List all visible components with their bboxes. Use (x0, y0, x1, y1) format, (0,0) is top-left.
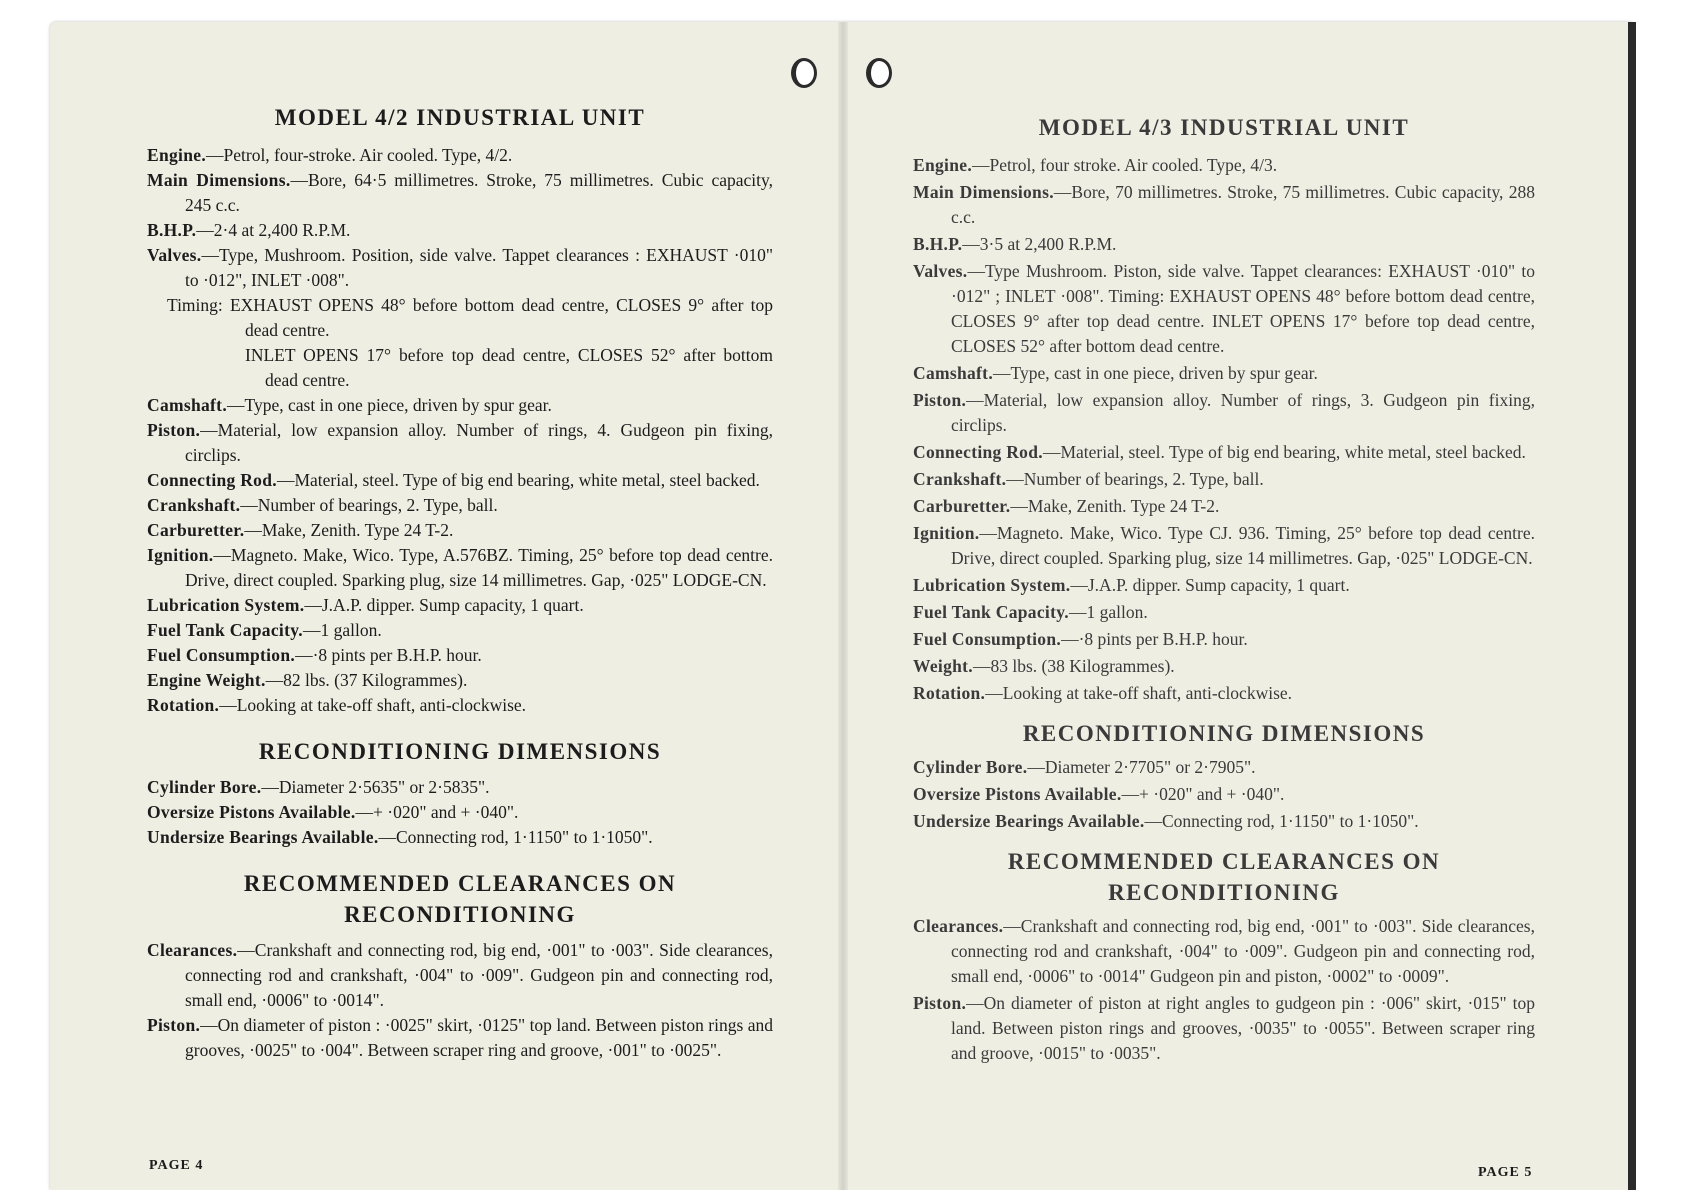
spec-label: Camshaft. (147, 395, 227, 415)
spec-label: Undersize Bearings Available. (147, 827, 379, 847)
spec-item (147, 418, 773, 468)
spec-item (913, 153, 1535, 178)
punch-hole-left (791, 58, 817, 88)
spec-item (913, 573, 1535, 598)
spec-text: —3·5 at 2,400 R.P.M. (962, 234, 1117, 254)
spec-item (147, 493, 773, 518)
spec-text: —1 gallon. (1068, 602, 1148, 622)
spec-text: —Magneto. Make, Wico. Type, A.576BZ. Timing, 25° before top dead centre. Drive, direct coupled. Sparking plug, size 14 millimetres. Gap, ·025" LODGE-CN. (185, 545, 773, 590)
spec-item (147, 218, 773, 243)
spec-item (913, 654, 1535, 679)
spec-text: —Crankshaft and connecting rod, big end, ·001" to ·003". Side clearances, connecting rod and crankshaft, ·004" to ·009". Gudgeon pin and connecting rod, small end, ·0006" to ·0014" Gudgeon pin and piston, ·0002" to ·0009". (951, 916, 1535, 986)
section-heading-clearances (913, 846, 1535, 908)
spec-label: Ignition. (913, 523, 980, 543)
spec-label: Piston. (147, 1015, 201, 1035)
spec-label: Fuel Consumption. (913, 629, 1062, 649)
booklet-edge (1628, 22, 1636, 1190)
spec-label: Weight. (913, 656, 973, 676)
spec-text: —Bore, 70 millimetres. Stroke, 75 millimetres. Cubic capacity, 288 c.c. (951, 182, 1535, 227)
spec-label: Crankshaft. (913, 469, 1007, 489)
spec-label: Carburetter. (147, 520, 245, 540)
page-number-left: PAGE 4 (149, 1158, 204, 1173)
clearance-list (913, 914, 1535, 1066)
spec-item (913, 600, 1535, 625)
spec-item (913, 232, 1535, 257)
spec-text: —On diameter of piston at right angles to gudgeon pin : ·006" skirt, ·015" top land. Between piston rings and grooves, ·0035" to ·0055". Between scraper ring and groove, ·0015" to ·0035". (951, 993, 1535, 1063)
spec-label: Camshaft. (913, 363, 993, 383)
heading-line: RECONDITIONING (344, 902, 576, 927)
spec-text: —83 lbs. (38 Kilogrammes). (972, 656, 1175, 676)
timing-inlet: INLET OPENS 17° before top dead centre, CLOSES 52° after bottom dead centre. (245, 345, 773, 390)
spec-label: Valves. (913, 261, 968, 281)
timing-block-inlet (147, 343, 773, 393)
spec-text: —Looking at take-off shaft, anti-clockwise. (985, 683, 1293, 703)
spec-label: Oversize Pistons Available. (147, 802, 356, 822)
spec-text: —Number of bearings, 2. Type, ball. (240, 495, 498, 515)
spec-item (913, 991, 1535, 1066)
spec-item (147, 693, 773, 718)
spec-text: —82 lbs. (37 Kilogrammes). (265, 670, 468, 690)
spec-item (913, 627, 1535, 652)
spec-item (147, 618, 773, 643)
spec-item (913, 914, 1535, 989)
spec-label: Piston. (913, 993, 967, 1013)
spec-label: Carburetter. (913, 496, 1011, 516)
recon-list (913, 755, 1535, 834)
spec-label: Fuel Tank Capacity. (147, 620, 303, 640)
spec-text: —Material, low expansion alloy. Number of rings, 4. Gudgeon pin fixing, circlips. (185, 420, 773, 465)
clearance-list (147, 938, 773, 1063)
spec-text: —Make, Zenith. Type 24 T-2. (1010, 496, 1220, 516)
spec-text: —On diameter of piston : ·0025" skirt, ·0125" top land. Between piston rings and grooves, ·0025" to ·004". Between scraper ring and groove, ·001" to ·0025". (185, 1015, 773, 1060)
section-heading-reconditioning: RECONDITIONING DIMENSIONS (1022, 721, 1426, 746)
timing-exhaust: Timing: EXHAUST OPENS 48° before bottom dead centre, CLOSES 9° after top dead centre. (167, 295, 773, 340)
spec-label: Engine Weight. (147, 670, 266, 690)
spec-text: —Petrol, four stroke. Air cooled. Type, 4/3. (972, 155, 1278, 175)
spec-label: Oversize Pistons Available. (913, 784, 1122, 804)
spec-label: Clearances. (913, 916, 1004, 936)
spec-item (913, 809, 1535, 834)
spec-label: Rotation. (913, 683, 986, 703)
spec-item (147, 643, 773, 668)
spec-label: Ignition. (147, 545, 214, 565)
spec-item (147, 668, 773, 693)
spec-label: Engine. (147, 145, 206, 165)
spec-text: —1 gallon. (302, 620, 382, 640)
page-number-right: PAGE 5 (1478, 1165, 1533, 1180)
spec-label: Undersize Bearings Available. (913, 811, 1145, 831)
spec-label: Fuel Consumption. (147, 645, 296, 665)
section-heading-clearances (147, 868, 773, 930)
spec-text: —J.A.P. dipper. Sump capacity, 1 quart. (1070, 575, 1350, 595)
spec-item (913, 782, 1535, 807)
spec-label: Crankshaft. (147, 495, 241, 515)
timing-block (147, 293, 773, 343)
page-title: MODEL 4/3 INDUSTRIAL UNIT (1038, 115, 1410, 140)
spec-item (913, 440, 1535, 465)
spec-text: —Diameter 2·7705" or 2·7905". (1027, 757, 1256, 777)
spec-text: —Bore, 64·5 millimetres. Stroke, 75 millimetres. Cubic capacity, 245 c.c. (185, 170, 773, 215)
spec-label: Lubrication System. (147, 595, 305, 615)
spec-item (147, 243, 773, 293)
spec-item (913, 259, 1535, 359)
spec-text: —+ ·020" and + ·040". (1121, 784, 1285, 804)
spec-label: Connecting Rod. (147, 470, 277, 490)
spec-item (913, 467, 1535, 492)
spec-item (147, 1013, 773, 1063)
spec-text: —Type, cast in one piece, driven by spur gear. (993, 363, 1318, 383)
page-title: MODEL 4/2 INDUSTRIAL UNIT (274, 105, 646, 130)
spec-item (147, 468, 773, 493)
spec-list (913, 153, 1535, 706)
punch-hole-right (866, 58, 892, 88)
spine-gutter (838, 22, 848, 1190)
spec-item (913, 755, 1535, 780)
spec-label: Cylinder Bore. (913, 757, 1028, 777)
spec-item (147, 518, 773, 543)
spec-item (147, 775, 773, 800)
spec-text: —J.A.P. dipper. Sump capacity, 1 quart. (304, 595, 584, 615)
spec-label: Piston. (147, 420, 201, 440)
spec-label: Clearances. (147, 940, 238, 960)
spec-text: —Petrol, four-stroke. Air cooled. Type, 4/2. (206, 145, 513, 165)
spec-text: —Material, steel. Type of big end bearing, white metal, steel backed. (276, 470, 760, 490)
spec-item (913, 494, 1535, 519)
spec-text: —Type Mushroom. Piston, side valve. Tappet clearances: EXHAUST ·010" to ·012" ; INLET ·008". Timing: EXHAUST OPENS 48° before bottom dead centre, CLOSES 9° after top dead centre. INLET OPENS 17° before top dead centre, CLOSES 52° after bottom dead centre. (951, 261, 1535, 356)
spec-text: —Material, low expansion alloy. Number of rings, 3. Gudgeon pin fixing, circlips. (951, 390, 1535, 435)
spec-text: —Diameter 2·5635" or 2·5835". (261, 777, 490, 797)
section-heading-reconditioning: RECONDITIONING DIMENSIONS (258, 739, 662, 764)
spec-label: Main Dimensions. (147, 170, 291, 190)
spec-item (147, 168, 773, 218)
page-5 (913, 113, 1535, 1068)
spec-label: Cylinder Bore. (147, 777, 262, 797)
spec-text: —Connecting rod, 1·1150" to 1·1050". (1144, 811, 1419, 831)
spec-text: —+ ·020" and + ·040". (355, 802, 519, 822)
spec-list (147, 143, 773, 718)
spec-item (147, 800, 773, 825)
spec-label: Valves. (147, 245, 202, 265)
spec-text: —Magneto. Make, Wico. Type CJ. 936. Timing, 25° before top dead centre. Drive, direct coupled. Sparking plug, size 14 millimetres. Gap, ·025" LODGE-CN. (951, 523, 1535, 568)
spec-text: —Type, cast in one piece, driven by spur gear. (227, 395, 552, 415)
spec-item (147, 593, 773, 618)
spec-item (147, 825, 773, 850)
spec-label: Connecting Rod. (913, 442, 1043, 462)
heading-line: RECONDITIONING (1108, 880, 1340, 905)
spec-text: —Make, Zenith. Type 24 T-2. (244, 520, 454, 540)
spec-item (147, 393, 773, 418)
spec-item (913, 521, 1535, 571)
heading-line: RECOMMENDED CLEARANCES ON (243, 871, 677, 896)
spec-label: Rotation. (147, 695, 220, 715)
heading-line: RECOMMENDED CLEARANCES ON (1007, 849, 1441, 874)
spec-text: —·8 pints per B.H.P. hour. (295, 645, 482, 665)
spec-text: —Connecting rod, 1·1150" to 1·1050". (378, 827, 653, 847)
spec-item (913, 180, 1535, 230)
spec-text: —·8 pints per B.H.P. hour. (1061, 629, 1248, 649)
spec-label: Fuel Tank Capacity. (913, 602, 1069, 622)
spec-label: B.H.P. (147, 220, 197, 240)
spec-item (913, 388, 1535, 438)
recon-list (147, 775, 773, 850)
spec-label: Engine. (913, 155, 972, 175)
spec-item (147, 143, 773, 168)
spec-text: —Type, Mushroom. Position, side valve. Tappet clearances : EXHAUST ·010" to ·012", INLET ·008". (185, 245, 773, 290)
spec-label: Main Dimensions. (913, 182, 1054, 202)
spec-label: Lubrication System. (913, 575, 1071, 595)
spec-label: B.H.P. (913, 234, 963, 254)
spec-item (913, 681, 1535, 706)
spec-text: —Material, steel. Type of big end bearing, white metal, steel backed. (1042, 442, 1526, 462)
spec-text: —2·4 at 2,400 R.P.M. (196, 220, 351, 240)
spec-text: —Crankshaft and connecting rod, big end, ·001" to ·003". Side clearances, connecting rod and crankshaft, ·004" to ·009". Gudgeon pin and connecting rod, small end, ·0006" to ·0014". (185, 940, 773, 1010)
spec-item (913, 361, 1535, 386)
spec-text: —Looking at take-off shaft, anti-clockwise. (219, 695, 527, 715)
page-4 (147, 103, 773, 1063)
spec-item (147, 938, 773, 1013)
spec-text: —Number of bearings, 2. Type, ball. (1006, 469, 1264, 489)
spec-item (147, 543, 773, 593)
spec-label: Piston. (913, 390, 967, 410)
